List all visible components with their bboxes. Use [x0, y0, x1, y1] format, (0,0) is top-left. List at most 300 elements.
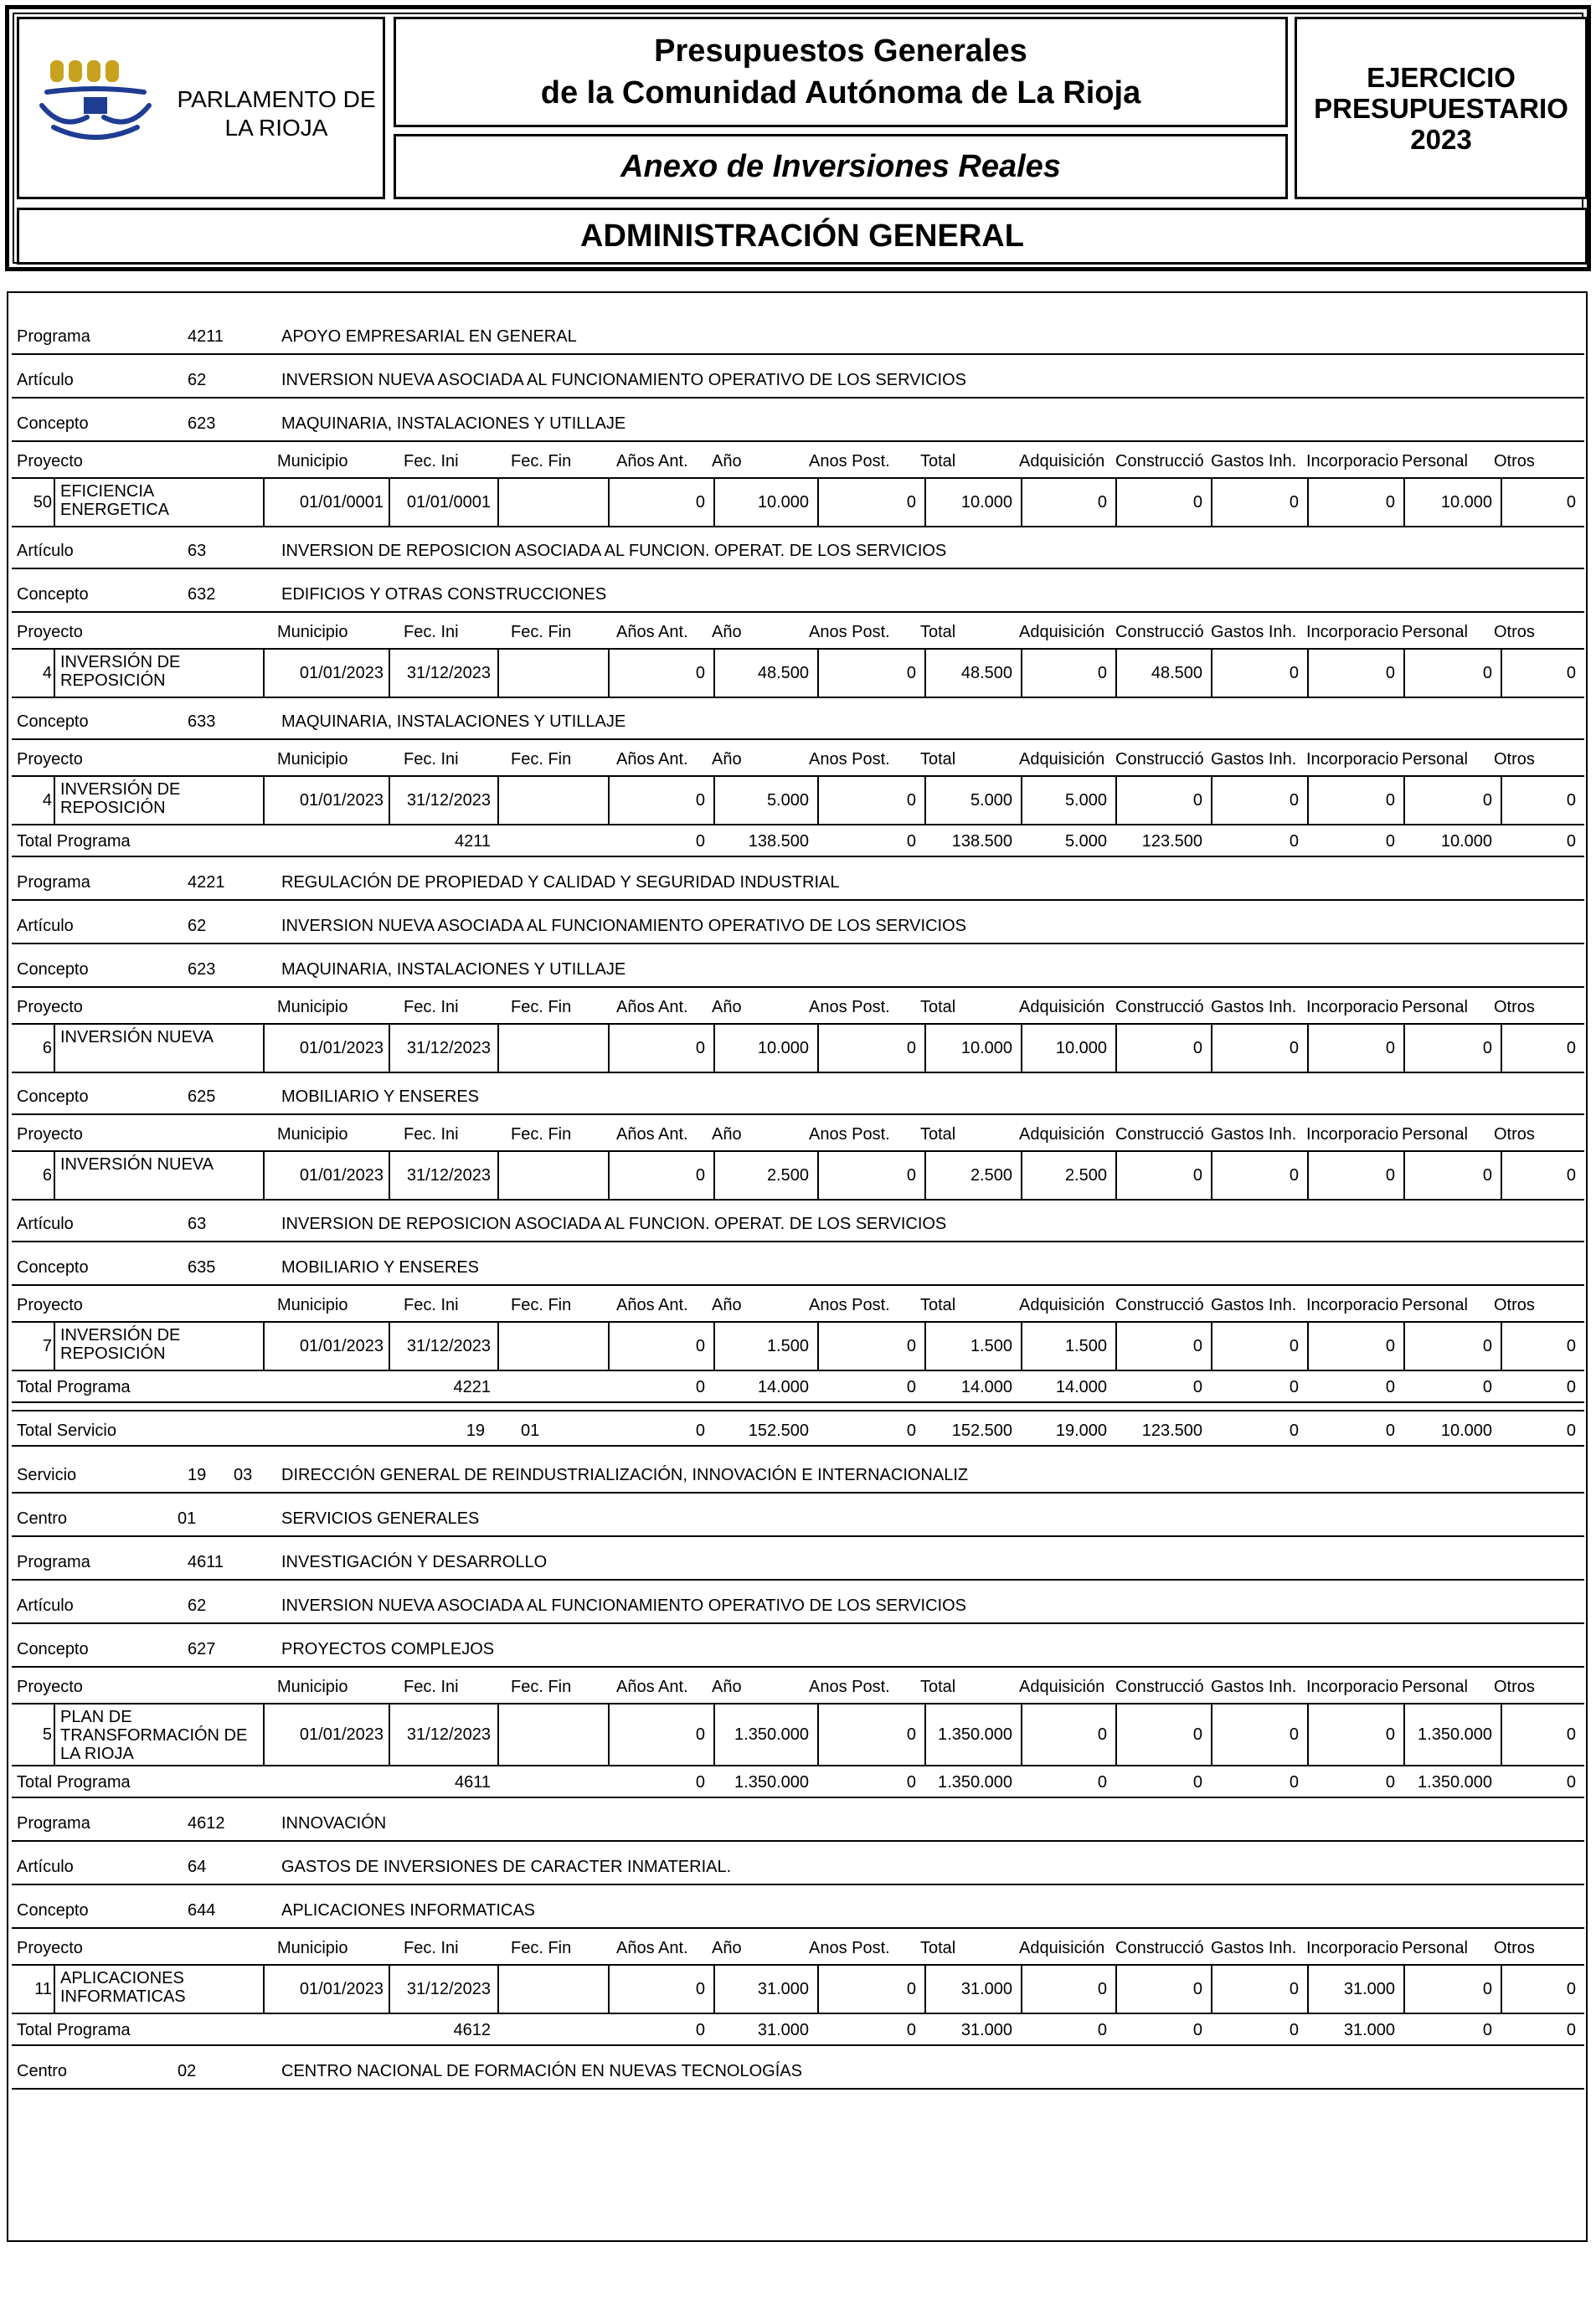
row-label: Concepto: [17, 1258, 89, 1277]
column-header: Adquisición: [1019, 1125, 1105, 1144]
start-date: 01/01/2023: [299, 664, 384, 682]
amount-otros: 0: [1566, 791, 1576, 810]
project-name: [60, 482, 169, 519]
amount-anospost: 0: [906, 1166, 916, 1185]
row-label: Artículo: [17, 371, 74, 389]
section-title: [17, 208, 1588, 265]
project-row: [12, 775, 1584, 825]
row-description: INVERSION DE REPOSICION ASOCIADA AL FUNCION. OPERAT. DE LOS SERVICIOS: [281, 542, 947, 560]
amount-anospost: 0: [906, 664, 916, 682]
row-code: 4221: [188, 873, 225, 892]
column-header-row: [12, 1666, 1584, 1703]
row-code: 62: [188, 917, 207, 935]
column-header: Anos Post.: [809, 1296, 890, 1314]
column-header-row: [12, 1284, 1584, 1321]
amount-gastosinh: 0: [1289, 1039, 1299, 1057]
amount-construcci: 48.500: [1151, 664, 1202, 682]
project-row: [12, 1321, 1584, 1371]
total-amount: 19.000: [1055, 1422, 1107, 1440]
fiscal-year: [1295, 17, 1588, 199]
total-amount: 0: [1289, 2021, 1299, 2039]
row-description: SERVICIOS GENERALES: [281, 1509, 480, 1528]
section-row-centro: [12, 1492, 1584, 1537]
project-number: 50: [33, 493, 52, 512]
amount-otros: 0: [1566, 1725, 1576, 1744]
column-header-row: [12, 611, 1584, 648]
total-amount: 0: [1566, 2021, 1576, 2039]
end-date: 31/12/2023: [406, 1980, 491, 1998]
total-amount: 0: [1097, 1773, 1107, 1792]
row-label: Concepto: [17, 712, 89, 731]
project-name-line: ENERGETICA: [60, 501, 170, 519]
start-date: 01/01/2023: [299, 1337, 384, 1355]
row-code: 633: [188, 712, 216, 731]
column-header: Incorporacio: [1306, 452, 1399, 470]
amount-construcci: 0: [1192, 1980, 1202, 1998]
amount-adquisicin: 0: [1097, 1725, 1107, 1744]
row-label: Concepto: [17, 414, 89, 433]
row-label: Artículo: [17, 1858, 74, 1876]
project-name: [60, 1708, 247, 1763]
total-amount: 0: [1192, 1773, 1202, 1792]
amount-construcci: 0: [1192, 1725, 1202, 1744]
column-header: Fec. Ini: [404, 1939, 459, 1957]
row-description: INVERSION NUEVA ASOCIADA AL FUNCIONAMIENTO OPERATIVO DE LOS SERVICIOS: [281, 917, 966, 935]
amount-aosant: 0: [695, 1039, 705, 1057]
row-code: 62: [188, 371, 207, 389]
column-header: Anos Post.: [809, 623, 890, 641]
total-amount: 14.000: [757, 1378, 809, 1396]
column-header: Año: [712, 1939, 742, 1957]
column-header: Adquisición: [1019, 623, 1105, 641]
row-description: MOBILIARIO Y ENSERES: [281, 1087, 480, 1106]
amount-gastosinh: 0: [1289, 664, 1299, 682]
total-label: Total Programa: [17, 1773, 131, 1792]
cell-divider: [497, 1025, 608, 1072]
column-header: Fec. Fin: [511, 998, 572, 1016]
row-label: Programa: [17, 327, 90, 346]
section-row-concepto: [12, 1884, 1584, 1929]
amount-incorporacio: 0: [1385, 1337, 1395, 1355]
row-code: 63: [188, 1215, 207, 1233]
section-row-centro: [12, 2044, 1584, 2090]
project-name-line: INFORMATICAS: [60, 1987, 186, 2006]
column-header: Anos Post.: [809, 998, 890, 1016]
column-header: Otros: [1494, 623, 1535, 641]
total-amount: 0: [906, 2021, 916, 2039]
row-description: MAQUINARIA, INSTALACIONES Y UTILLAJE: [281, 712, 626, 731]
amount-personal: 0: [1482, 1337, 1492, 1355]
column-header: Construcció: [1115, 1678, 1204, 1696]
year-line-1: EJERCICIO: [1367, 61, 1516, 93]
column-header: Municipio: [277, 1678, 348, 1696]
column-header: Proyecto: [17, 1678, 83, 1696]
amount-anospost: 0: [906, 1725, 916, 1744]
cell-divider: [497, 479, 608, 526]
end-date: 31/12/2023: [406, 791, 491, 810]
column-header: Gastos Inh.: [1211, 452, 1297, 470]
column-header: Fec. Ini: [404, 1296, 459, 1314]
total-code: 4211: [454, 832, 491, 851]
column-header: Gastos Inh.: [1211, 1125, 1297, 1144]
total-row: [12, 1410, 1584, 1447]
total-amount: 0: [906, 1773, 916, 1792]
total-amount: 0: [1482, 1378, 1492, 1396]
column-header: Personal: [1402, 750, 1468, 769]
column-header: Gastos Inh.: [1211, 1296, 1297, 1314]
project-number: 4: [42, 664, 52, 682]
amount-aosant: 0: [695, 1337, 705, 1355]
row-code: 635: [188, 1258, 216, 1277]
project-name-line: INVERSIÓN NUEVA: [60, 1155, 214, 1174]
amount-construcci: 0: [1192, 1337, 1202, 1355]
project-name: [60, 1155, 214, 1174]
column-header: Fec. Ini: [404, 1678, 459, 1696]
column-header: Proyecto: [17, 623, 83, 641]
amount-gastosinh: 0: [1289, 791, 1299, 810]
column-header: Fec. Fin: [511, 1939, 572, 1957]
cell-divider: [497, 650, 608, 697]
column-header: Adquisición: [1019, 1939, 1105, 1957]
total-amount: 138.500: [951, 832, 1012, 851]
column-header: Personal: [1402, 998, 1468, 1016]
annex-title: [394, 134, 1288, 199]
total-amount: 1.350.000: [938, 1773, 1012, 1792]
column-header: Municipio: [277, 623, 348, 641]
section-row-servicio: [12, 1448, 1584, 1494]
column-header: Proyecto: [17, 1296, 83, 1314]
column-header: Municipio: [277, 1939, 348, 1957]
column-header: Fec. Fin: [511, 452, 572, 470]
amount-construcci: 0: [1192, 791, 1202, 810]
column-header: Anos Post.: [809, 1125, 890, 1144]
amount-aosant: 0: [695, 791, 705, 810]
column-header: Años Ant.: [616, 1678, 688, 1696]
total-amount: 1.350.000: [1418, 1773, 1492, 1792]
total-label: Total Servicio: [17, 1422, 116, 1440]
total-amount: 14.000: [1055, 1378, 1107, 1396]
project-row: [12, 1703, 1584, 1766]
project-name: [60, 1969, 186, 2006]
row-code: 62: [188, 1596, 207, 1615]
total-amount: 0: [695, 1378, 705, 1396]
column-header: Otros: [1494, 452, 1535, 470]
amount-gastosinh: 0: [1289, 1980, 1299, 1998]
section-row-articulo: [12, 353, 1584, 398]
total-amount: 0: [1385, 1422, 1395, 1440]
year-line-3: 2023: [1410, 123, 1472, 155]
amount-incorporacio: 0: [1385, 1039, 1395, 1057]
section-row-programa: [12, 310, 1584, 355]
end-date: 01/01/0001: [406, 493, 491, 512]
column-header: Municipio: [277, 452, 348, 470]
parliament-name: [167, 85, 385, 142]
total-amount: 0: [695, 832, 705, 851]
row-description: DIRECCIÓN GENERAL DE REINDUSTRIALIZACIÓN, INNOVACIÓN E INTERNACIONALIZ: [281, 1466, 969, 1484]
column-header: Otros: [1494, 998, 1535, 1016]
project-name-line: PLAN DE: [60, 1708, 132, 1726]
amount-ao: 5.000: [766, 791, 809, 810]
amount-adquisicin: 5.000: [1064, 791, 1107, 810]
total-amount: 0: [906, 832, 916, 851]
column-header: Construcció: [1115, 750, 1204, 769]
row-description: GASTOS DE INVERSIONES DE CARACTER INMATERIAL.: [281, 1858, 732, 1876]
section-row-programa: [12, 856, 1584, 901]
column-header: Construcció: [1115, 1939, 1204, 1957]
column-header: Construcció: [1115, 1296, 1204, 1314]
section-row-concepto: [12, 1241, 1584, 1286]
column-header: Fec. Ini: [404, 452, 459, 470]
row-code: 19: [188, 1466, 207, 1484]
row-description: PROYECTOS COMPLEJOS: [281, 1640, 495, 1658]
title-line-2: de la Comunidad Autónoma de La Rioja: [540, 75, 1141, 111]
project-name-line: EFICIENCIA: [60, 482, 155, 501]
column-header: Gastos Inh.: [1211, 623, 1297, 641]
row-label: Concepto: [17, 1901, 89, 1920]
column-header: Gastos Inh.: [1211, 750, 1297, 769]
row-description: MOBILIARIO Y ENSERES: [281, 1258, 480, 1277]
amount-otros: 0: [1566, 1980, 1576, 1998]
row-label: Concepto: [17, 1087, 89, 1106]
amount-otros: 0: [1566, 1039, 1576, 1057]
start-date: 01/01/2023: [299, 1166, 384, 1185]
column-header: Total: [920, 750, 956, 769]
row-code-2: 03: [234, 1466, 253, 1484]
row-code: 4211: [188, 327, 224, 346]
project-number: 11: [34, 1980, 52, 1998]
total-amount: 123.500: [1141, 832, 1202, 851]
total-amount: 0: [1566, 1378, 1576, 1396]
total-amount: 14.000: [960, 1378, 1012, 1396]
end-date: 31/12/2023: [406, 1337, 491, 1355]
amount-total: 10.000: [960, 1039, 1012, 1057]
section-row-articulo: [12, 899, 1584, 944]
amount-anospost: 0: [906, 791, 916, 810]
cell-divider: [497, 1704, 608, 1765]
total-amount: 0: [1289, 1378, 1299, 1396]
column-header: Proyecto: [17, 1939, 83, 1957]
column-header: Proyecto: [17, 1125, 83, 1144]
cell-divider: [497, 777, 608, 824]
amount-construcci: 0: [1192, 1039, 1202, 1057]
row-label: Programa: [17, 873, 90, 892]
total-amount: 0: [1289, 1773, 1299, 1792]
column-header: Municipio: [277, 1296, 348, 1314]
section-row-articulo: [12, 524, 1584, 569]
column-header: Otros: [1494, 750, 1535, 769]
column-header: Fec. Ini: [404, 998, 459, 1016]
project-name-line: INVERSIÓN DE: [60, 780, 181, 799]
total-code: 19: [466, 1422, 485, 1440]
column-header: Años Ant.: [616, 1125, 688, 1144]
column-header: Adquisición: [1019, 452, 1105, 470]
column-header-row: [12, 1927, 1584, 1964]
column-header: Otros: [1494, 1678, 1535, 1696]
total-code: 4611: [454, 1773, 491, 1792]
start-date: 01/01/2023: [299, 1980, 384, 1998]
total-amount: 123.500: [1141, 1422, 1202, 1440]
section-row-concepto: [12, 568, 1584, 613]
column-header: Fec. Ini: [404, 750, 459, 769]
project-number: 7: [42, 1337, 52, 1355]
project-number: 6: [42, 1039, 52, 1057]
year-line-2: PRESUPUESTARIO: [1314, 92, 1568, 124]
amount-construcci: 0: [1192, 1166, 1202, 1185]
column-header: Años Ant.: [616, 452, 688, 470]
row-description: INVERSION NUEVA ASOCIADA AL FUNCIONAMIENTO OPERATIVO DE LOS SERVICIOS: [281, 1596, 966, 1615]
row-code: 4612: [188, 1814, 225, 1833]
row-label: Artículo: [17, 917, 74, 935]
row-label: Artículo: [17, 1215, 74, 1233]
total-amount: 0: [1385, 832, 1395, 851]
total-amount: 10.000: [1440, 832, 1492, 851]
column-header: Construcció: [1115, 1125, 1204, 1144]
project-row: [12, 1023, 1584, 1073]
column-header: Incorporacio: [1306, 750, 1399, 769]
amount-anospost: 0: [906, 1980, 916, 1998]
amount-incorporacio: 0: [1385, 1725, 1395, 1744]
total-amount: 0: [1482, 2021, 1492, 2039]
amount-adquisicin: 2.500: [1064, 1166, 1107, 1185]
total-row: [12, 1763, 1584, 1798]
amount-incorporacio: 0: [1385, 791, 1395, 810]
column-header: Adquisición: [1019, 998, 1105, 1016]
total-amount: 0: [695, 2021, 705, 2039]
amount-otros: 0: [1566, 1337, 1576, 1355]
amount-anospost: 0: [906, 493, 916, 512]
total-amount: 31.000: [960, 2021, 1012, 2039]
project-name-line: TRANSFORMACIÓN DE: [60, 1726, 248, 1745]
total-amount: 152.500: [748, 1422, 809, 1440]
row-code: 64: [188, 1858, 207, 1876]
end-date: 31/12/2023: [406, 1039, 491, 1057]
project-number: 5: [42, 1725, 52, 1744]
row-label: Concepto: [17, 960, 89, 979]
section-row-concepto: [12, 943, 1584, 988]
project-row: [12, 1964, 1584, 2014]
row-code: 644: [188, 1901, 216, 1920]
column-header-row: [12, 986, 1584, 1023]
row-code: 625: [188, 1087, 216, 1106]
start-date: 01/01/2023: [299, 791, 384, 810]
column-header: Construcció: [1115, 623, 1204, 641]
column-header: Años Ant.: [616, 1296, 688, 1314]
row-code: 623: [188, 414, 216, 433]
column-header: Fec. Ini: [404, 623, 459, 641]
column-header: Año: [712, 998, 742, 1016]
row-description: CENTRO NACIONAL DE FORMACIÓN EN NUEVAS TECNOLOGÍAS: [281, 2062, 802, 2080]
total-code: 4221: [453, 1378, 491, 1396]
project-name: [60, 653, 180, 690]
amount-ao: 1.350.000: [734, 1725, 809, 1744]
column-header: Proyecto: [17, 452, 83, 470]
row-description: MAQUINARIA, INSTALACIONES Y UTILLAJE: [281, 414, 626, 433]
amount-construcci: 0: [1192, 493, 1202, 512]
amount-personal: 0: [1482, 664, 1492, 682]
column-header: Fec. Fin: [511, 1296, 572, 1314]
column-header: Total: [920, 1296, 956, 1314]
project-name: [60, 780, 180, 817]
end-date: 31/12/2023: [406, 664, 491, 682]
amount-adquisicin: 0: [1097, 1980, 1107, 1998]
amount-gastosinh: 0: [1289, 1725, 1299, 1744]
amount-total: 31.000: [960, 1980, 1012, 1998]
project-name: [60, 1028, 214, 1046]
column-header: Total: [920, 452, 956, 470]
total-amount: 0: [1289, 1422, 1299, 1440]
row-description: MAQUINARIA, INSTALACIONES Y UTILLAJE: [281, 960, 626, 979]
column-header: Municipio: [277, 1125, 348, 1144]
row-label: Concepto: [17, 1640, 89, 1658]
project-row: [12, 1150, 1584, 1201]
column-header: Incorporacio: [1306, 998, 1399, 1016]
section-row-articulo: [12, 1579, 1584, 1624]
amount-total: 48.500: [960, 664, 1012, 682]
column-header: Anos Post.: [809, 1939, 890, 1957]
amount-otros: 0: [1566, 1166, 1576, 1185]
total-amount: 0: [695, 1422, 705, 1440]
total-amount: 0: [1097, 2021, 1107, 2039]
amount-adquisicin: 0: [1097, 493, 1107, 512]
amount-gastosinh: 0: [1289, 1166, 1299, 1185]
row-code: 627: [188, 1640, 216, 1658]
amount-ao: 10.000: [757, 1039, 809, 1057]
row-code: 63: [188, 542, 207, 560]
column-header-row: [12, 738, 1584, 775]
column-header: Años Ant.: [616, 1939, 688, 1957]
column-header: Incorporacio: [1306, 623, 1399, 641]
row-code: 4611: [188, 1553, 224, 1571]
column-header-row: [12, 1113, 1584, 1150]
column-header-row: [12, 440, 1584, 477]
amount-ao: 10.000: [757, 493, 809, 512]
title-line-1: Presupuestos Generales: [654, 33, 1027, 69]
column-header: Gastos Inh.: [1211, 1939, 1297, 1957]
column-header: Adquisición: [1019, 1296, 1105, 1314]
amount-aosant: 0: [695, 1725, 705, 1744]
amount-ao: 2.500: [766, 1166, 809, 1185]
column-header: Otros: [1494, 1125, 1535, 1144]
project-name-line: INVERSIÓN DE: [60, 1326, 181, 1345]
section-row-concepto: [12, 1070, 1584, 1115]
project-name-line: INVERSIÓN DE: [60, 653, 181, 671]
parliament-line-1: PARLAMENTO DE: [177, 86, 376, 112]
amount-personal: 0: [1482, 1166, 1492, 1185]
amount-anospost: 0: [906, 1039, 916, 1057]
project-name-line: APLICACIONES: [60, 1969, 184, 1987]
column-header: Adquisición: [1019, 750, 1105, 769]
row-code: 632: [188, 585, 216, 604]
total-amount: 0: [1566, 832, 1576, 851]
amount-personal: 1.350.000: [1418, 1725, 1492, 1744]
start-date: 01/01/0001: [299, 493, 384, 512]
column-header: Gastos Inh.: [1211, 998, 1297, 1016]
project-number: 6: [42, 1166, 52, 1185]
column-header: Fec. Fin: [511, 623, 572, 641]
amount-total: 1.350.000: [938, 1725, 1012, 1744]
project-name-line: LA RIOJA: [60, 1745, 134, 1763]
column-header: Otros: [1494, 1296, 1535, 1314]
total-amount: 0: [1192, 2021, 1202, 2039]
start-date: 01/01/2023: [299, 1725, 384, 1744]
column-header: Años Ant.: [616, 750, 688, 769]
amount-otros: 0: [1566, 493, 1576, 512]
row-description: INVESTIGACIÓN Y DESARROLLO: [281, 1553, 548, 1571]
column-header: Total: [920, 998, 956, 1016]
project-row: [12, 648, 1584, 698]
section-row-programa: [12, 1797, 1584, 1842]
total-amount: 138.500: [748, 832, 809, 851]
